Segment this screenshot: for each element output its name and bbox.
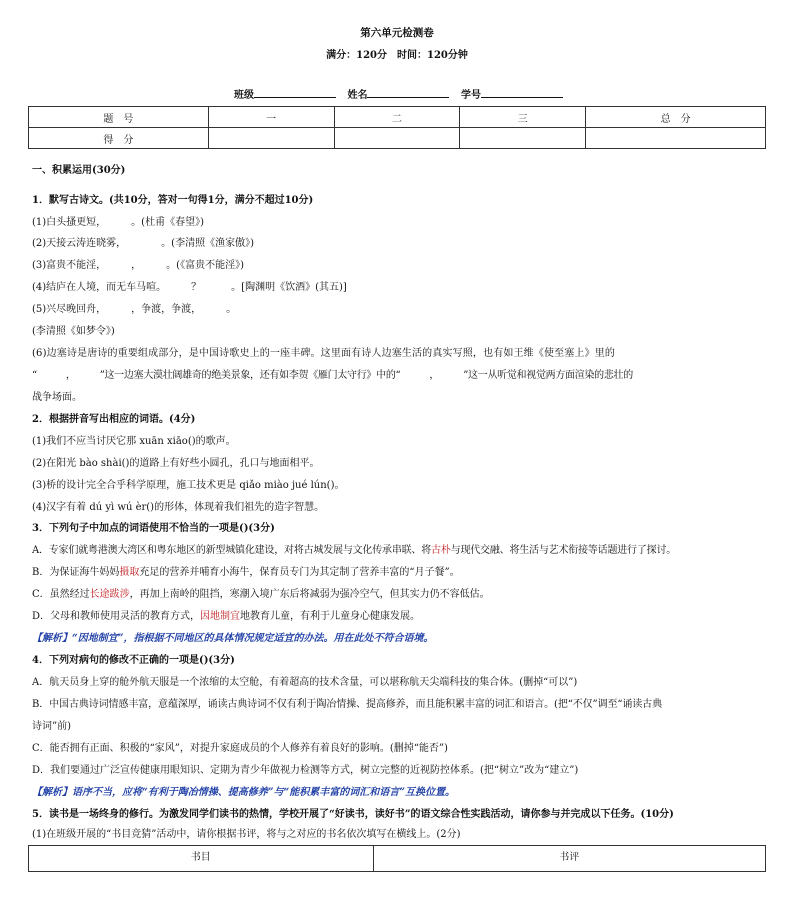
q1-item: 战争场面。 (32, 392, 82, 403)
score-cell: 题 号 (29, 107, 209, 128)
number-blank[interactable] (481, 88, 563, 98)
q3-option-b (32, 566, 772, 580)
q1-item: (4)结庐在人境，而无车马喧。 ？ 。[陶渊明《饮酒》(其五)] (32, 282, 347, 293)
book-table-header (29, 846, 766, 872)
dotted-word: 摄取 (119, 567, 140, 578)
score-table (28, 106, 766, 149)
q4-option-a: A．航天员身上穿的舱外航天服是一个浓缩的太空舱，有着超高的技术含量，可以堪称航天尖端科技的集合体。(删掉“可以”) (32, 677, 578, 688)
q2-stem: 2．根据拼音写出相应的词语。(4分) (32, 414, 196, 425)
dotted-word: 长途跋涉 (89, 589, 130, 600)
q1-item: (6)边塞诗是唐诗的重要组成部分，是中国诗歌史上的一座丰碑。这里面有诗人边塞生活的真实写照，也有如王维《使至塞上》里的 (32, 348, 616, 359)
q3-option-a (32, 544, 772, 558)
score-cell: 一 (208, 107, 334, 128)
option-text: ，再加上南岭的阻挡，寒潮入境广东后将减弱为强冷空气，但其实力仍不容低估。 (129, 589, 490, 600)
score-cell: 总 分 (586, 107, 766, 128)
option-text: 与现代交融、将生活与艺术衔接等话题进行了探讨。 (450, 545, 677, 556)
score-header-row (29, 107, 766, 128)
student-info (234, 86, 571, 101)
name-blank[interactable] (367, 88, 449, 98)
q3-option-c (32, 588, 772, 602)
q3-analysis: 【解析】“因地制宜”，指根据不同地区的具体情况规定适宜的办法。用在此处不符合语境。 (32, 633, 434, 644)
q1-stem: 1．默写古诗文。(共10分，答对一句得1分，满分不超过10分) (32, 195, 314, 206)
q1-item: (3)富贵不能淫， ， 。(《富贵不能淫》) (32, 260, 244, 271)
book-table (28, 845, 766, 872)
q1-item: (1)白头搔更短， 。(杜甫《春望》) (32, 217, 204, 228)
number-label: 学号 (460, 90, 481, 101)
class-blank[interactable] (254, 88, 336, 98)
score-cell: 得 分 (29, 128, 209, 149)
option-text: B．为保证海牛妈妈 (32, 567, 120, 578)
q4-option-d: D．我们要通过广泛宣传健康用眼知识、定期为青少年做视力检测等方式，树立完整的近视防控体系。(把“树立”改为“建立”) (32, 765, 579, 776)
name-label: 姓名 (347, 90, 368, 101)
score-input-cell[interactable] (460, 128, 586, 149)
q4-option-b-cont: 诗词”前) (32, 721, 72, 732)
q5-sub1: (1)在班级开展的“书目竞猜”活动中，请你根据书评，将与之对应的书名依次填写在横线上。(2分) (32, 829, 461, 840)
q4-analysis: 【解析】语序不当，应将“有利于陶冶情操、提高修养”与“能积累丰富的词汇和语言”互换位置。 (32, 787, 456, 798)
option-text: A．专家们就粤港澳大湾区和粤东地区的新型城镇化建设，对将古城发展与文化传承串联、将 (32, 545, 432, 556)
q3-stem: 3．下列句子中加点的词语使用不恰当的一项是()(3分) (32, 523, 275, 534)
score-value-row (29, 128, 766, 149)
dotted-word: 古朴 (431, 545, 451, 556)
q5-stem: 5．读书是一场终身的修行。为激发同学们读书的热情，学校开展了“好读书，读好书”的语文综合性实践活动，请你参与并完成以下任务。(10分) (32, 809, 674, 820)
option-text: 充足的营养并哺育小海牛，保育员专门为其定制了营养丰富的“月子餐”。 (139, 567, 460, 578)
q2-item: (1)我们不应当讨厌它那 xuān xiāo()的歌声。 (32, 436, 236, 447)
q3-option-d (32, 610, 772, 624)
option-text: C．虽然经过 (32, 589, 90, 600)
q2-item: (2)在阳光 bào shài()的道路上有好些小圆孔，孔口与地面相平。 (32, 458, 320, 469)
q2-item: (3)桥的设计完全合乎科学原理，施工技术更是 qiǎo miào jué lún()。 (32, 480, 345, 491)
score-input-cell[interactable] (586, 128, 766, 149)
score-cell: 三 (460, 107, 586, 128)
review-col-title: 书评 (373, 846, 765, 872)
q1-item: (5)兴尽晚回舟， ，争渡，争渡， 。 (32, 304, 237, 315)
class-label: 班级 (234, 90, 254, 101)
score-input-cell[interactable] (208, 128, 334, 149)
dotted-word: 因地制宜 (200, 611, 241, 622)
option-text: D．父母和教师使用灵活的教育方式， (32, 611, 201, 622)
option-text: 地教育儿童，有利于儿童身心健康发展。 (240, 611, 421, 622)
q4-option-b: B．中国古典诗词情感丰富，意蕴深厚，诵读古典诗词不仅有利于陶冶情操、提高修养，而且能积累丰富的词汇和语言。(把“不仅”调至“诵读古典 (32, 699, 662, 710)
q4-option-c: C．能否拥有正面、积极的“家风”，对提升家庭成员的个人修养有着良好的影响。(删掉“能否”) (32, 743, 448, 754)
q2-item: (4)汉字有着 dú yì wú èr()的形体，体现着我们祖先的造字智慧。 (32, 502, 325, 513)
section-heading: 一、积累运用(30分) (32, 165, 126, 176)
q1-item: (2)天接云涛连晓雾， 。(李清照《渔家傲》) (32, 238, 254, 249)
q1-item: (李清照《如梦令》) (32, 326, 115, 337)
q4-stem: 4．下列对病句的修改不正确的一项是()(3分) (32, 655, 235, 666)
book-col-title: 书目 (29, 846, 374, 872)
q1-item: “ ， ”这一边塞大漠壮阔雄奇的绝美景象，还有如李贺《雁门太守行》中的“ ， ”这一从听觉和视觉两方面渲染的悲壮的 (32, 370, 633, 381)
score-input-cell[interactable] (334, 128, 460, 149)
score-cell: 二 (334, 107, 460, 128)
page-title: 第六单元检测卷 (360, 27, 434, 39)
page-subtitle: 满分：120分 时间：120分钟 (326, 50, 468, 61)
